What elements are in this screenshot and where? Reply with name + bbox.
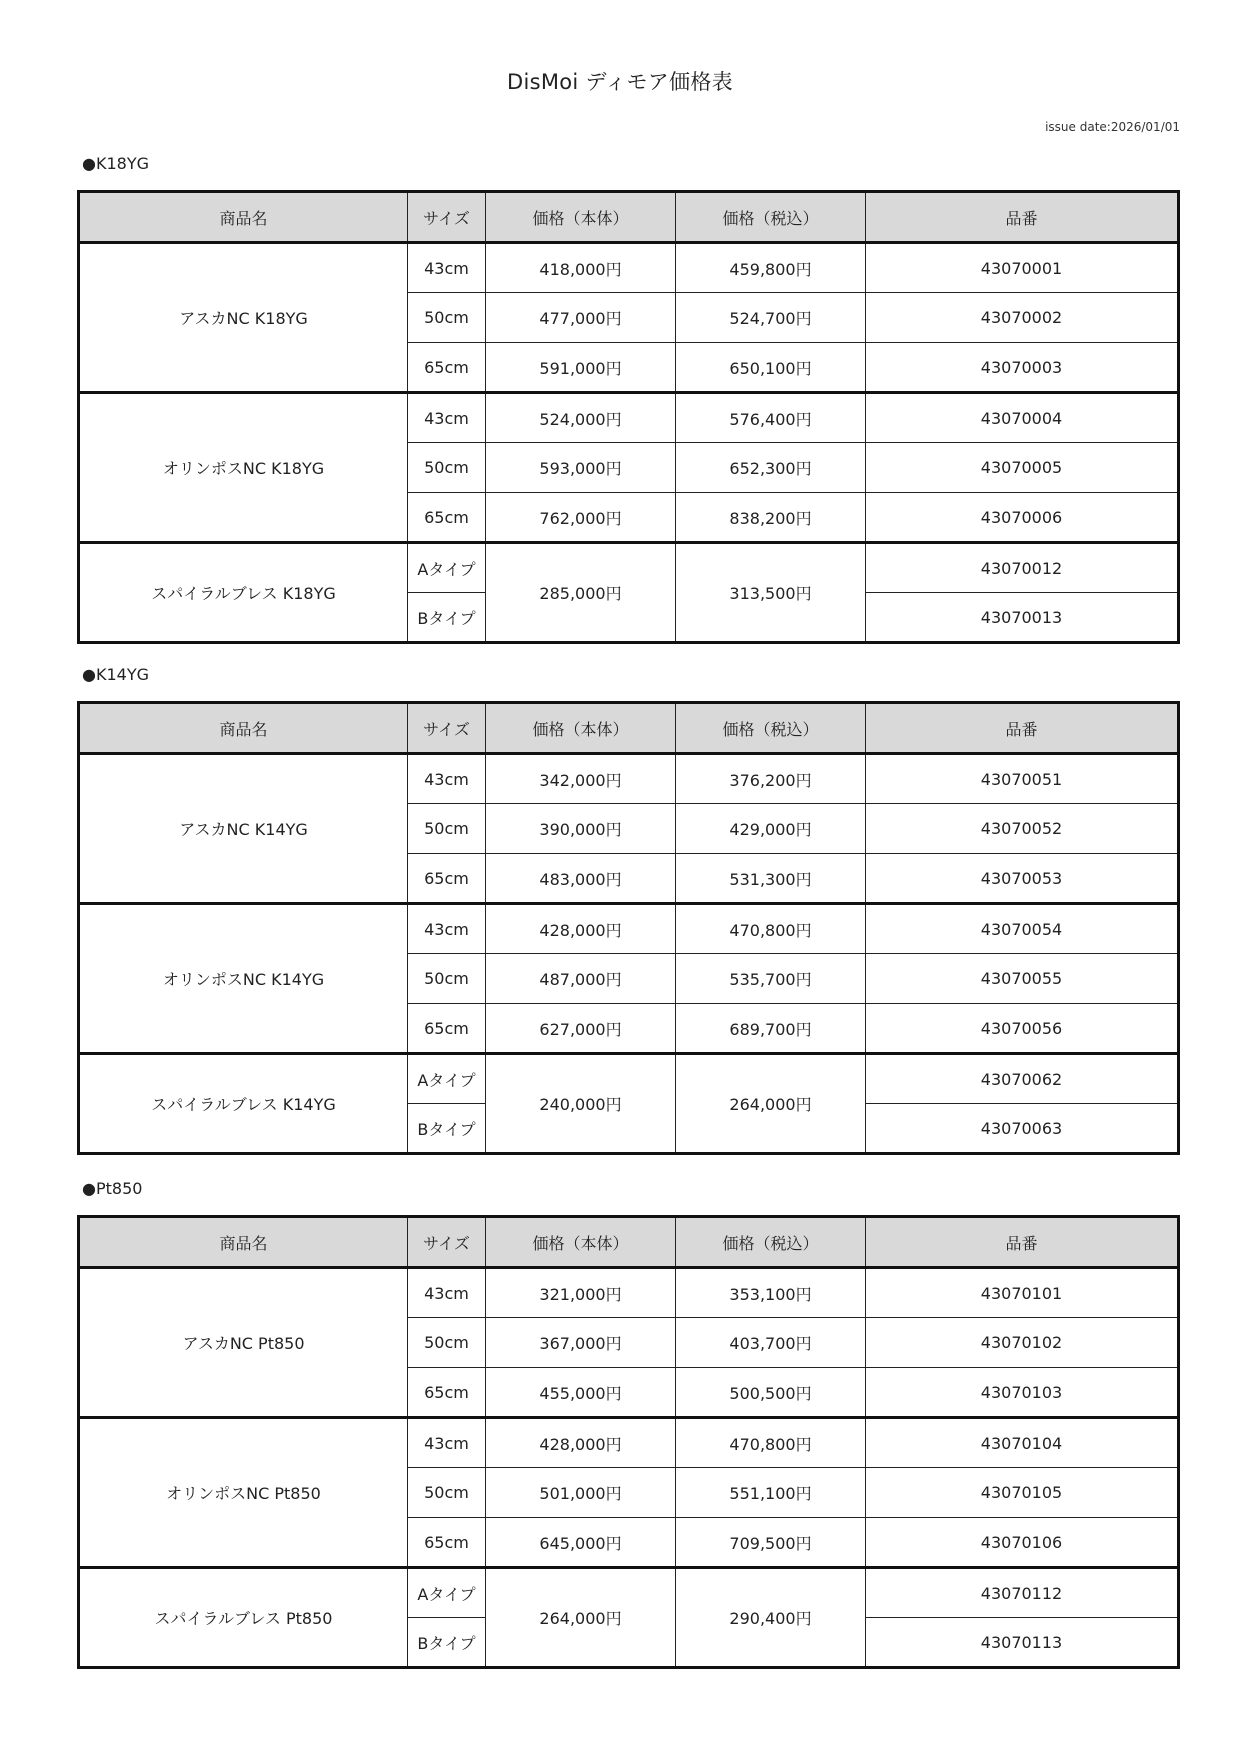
section-label-k14yg: ●K14YG bbox=[82, 665, 149, 684]
code-cell: 43070113 bbox=[866, 1618, 1179, 1668]
header-product-name: 商品名 bbox=[79, 703, 408, 754]
header-price-tax: 価格（税込） bbox=[676, 192, 866, 243]
product-group bbox=[79, 243, 1179, 393]
size-cell: 43cm bbox=[408, 1418, 486, 1468]
price-tax-cell: 353,100円 bbox=[676, 1268, 866, 1318]
size-cell: 65cm bbox=[408, 854, 486, 904]
size-cell: Bタイプ bbox=[408, 1104, 486, 1154]
code-cell: 43070104 bbox=[866, 1418, 1179, 1468]
table-header-row bbox=[79, 192, 1179, 243]
table-row bbox=[79, 1418, 1179, 1468]
size-cell: Bタイプ bbox=[408, 593, 486, 643]
size-cell: 50cm bbox=[408, 293, 486, 343]
price-base-cell: 240,000円 bbox=[486, 1054, 676, 1154]
product-group bbox=[79, 393, 1179, 543]
size-cell: 65cm bbox=[408, 1004, 486, 1054]
code-cell: 43070063 bbox=[866, 1104, 1179, 1154]
header-price-tax: 価格（税込） bbox=[676, 1217, 866, 1268]
product-name: スパイラルブレス K18YG bbox=[79, 543, 408, 643]
issue-date: issue date:2026/01/01 bbox=[1045, 120, 1180, 134]
product-name: スパイラルブレス Pt850 bbox=[79, 1568, 408, 1668]
header-product-name: 商品名 bbox=[79, 1217, 408, 1268]
price-tax-cell: 689,700円 bbox=[676, 1004, 866, 1054]
price-base-cell: 645,000円 bbox=[486, 1518, 676, 1568]
price-tax-cell: 500,500円 bbox=[676, 1368, 866, 1418]
page-title: DisMoi ディモア価格表 bbox=[507, 70, 733, 94]
size-cell: 50cm bbox=[408, 1318, 486, 1368]
product-group bbox=[79, 543, 1179, 643]
section-label-k18yg: ●K18YG bbox=[82, 154, 149, 173]
header-code: 品番 bbox=[866, 1217, 1179, 1268]
header-price-base: 価格（本体） bbox=[486, 192, 676, 243]
header-code: 品番 bbox=[866, 192, 1179, 243]
price-table-pt850 bbox=[77, 1215, 1180, 1669]
price-tax-cell: 376,200円 bbox=[676, 754, 866, 804]
code-cell: 43070105 bbox=[866, 1468, 1179, 1518]
product-name: スパイラルブレス K14YG bbox=[79, 1054, 408, 1154]
code-cell: 43070106 bbox=[866, 1518, 1179, 1568]
table-row bbox=[79, 243, 1179, 293]
product-group bbox=[79, 1418, 1179, 1568]
price-base-cell: 285,000円 bbox=[486, 543, 676, 643]
product-group bbox=[79, 754, 1179, 904]
table-header-row bbox=[79, 1217, 1179, 1268]
price-tax-cell: 535,700円 bbox=[676, 954, 866, 1004]
product-name: アスカNC Pt850 bbox=[79, 1268, 408, 1418]
size-cell: Aタイプ bbox=[408, 1568, 486, 1618]
size-cell: Aタイプ bbox=[408, 1054, 486, 1104]
size-cell: 50cm bbox=[408, 954, 486, 1004]
price-base-cell: 264,000円 bbox=[486, 1568, 676, 1668]
code-cell: 43070003 bbox=[866, 343, 1179, 393]
price-base-cell: 455,000円 bbox=[486, 1368, 676, 1418]
code-cell: 43070101 bbox=[866, 1268, 1179, 1318]
product-group bbox=[79, 904, 1179, 1054]
price-base-cell: 501,000円 bbox=[486, 1468, 676, 1518]
size-cell: 65cm bbox=[408, 493, 486, 543]
size-cell: 65cm bbox=[408, 1518, 486, 1568]
size-cell: 50cm bbox=[408, 443, 486, 493]
price-base-cell: 390,000円 bbox=[486, 804, 676, 854]
price-base-cell: 428,000円 bbox=[486, 904, 676, 954]
code-cell: 43070051 bbox=[866, 754, 1179, 804]
price-base-cell: 483,000円 bbox=[486, 854, 676, 904]
price-base-cell: 367,000円 bbox=[486, 1318, 676, 1368]
price-tax-cell: 459,800円 bbox=[676, 243, 866, 293]
header-size: サイズ bbox=[408, 703, 486, 754]
price-base-cell: 762,000円 bbox=[486, 493, 676, 543]
table-header-row bbox=[79, 703, 1179, 754]
price-tax-cell: 652,300円 bbox=[676, 443, 866, 493]
code-cell: 43070006 bbox=[866, 493, 1179, 543]
price-tax-cell: 551,100円 bbox=[676, 1468, 866, 1518]
product-name: オリンポスNC K18YG bbox=[79, 393, 408, 543]
size-cell: 43cm bbox=[408, 393, 486, 443]
price-tax-cell: 470,800円 bbox=[676, 1418, 866, 1468]
table-row bbox=[79, 543, 1179, 593]
table-row bbox=[79, 1054, 1179, 1104]
price-table-k18yg bbox=[77, 190, 1180, 644]
price-base-cell: 593,000円 bbox=[486, 443, 676, 493]
code-cell: 43070052 bbox=[866, 804, 1179, 854]
code-cell: 43070055 bbox=[866, 954, 1179, 1004]
size-cell: Bタイプ bbox=[408, 1618, 486, 1668]
product-group bbox=[79, 1268, 1179, 1418]
price-base-cell: 428,000円 bbox=[486, 1418, 676, 1468]
code-cell: 43070054 bbox=[866, 904, 1179, 954]
price-tax-cell: 403,700円 bbox=[676, 1318, 866, 1368]
code-cell: 43070062 bbox=[866, 1054, 1179, 1104]
size-cell: 65cm bbox=[408, 1368, 486, 1418]
table-row bbox=[79, 1568, 1179, 1618]
price-tax-cell: 429,000円 bbox=[676, 804, 866, 854]
price-base-cell: 418,000円 bbox=[486, 243, 676, 293]
size-cell: 43cm bbox=[408, 904, 486, 954]
price-base-cell: 477,000円 bbox=[486, 293, 676, 343]
price-base-cell: 524,000円 bbox=[486, 393, 676, 443]
code-cell: 43070053 bbox=[866, 854, 1179, 904]
price-tax-cell: 313,500円 bbox=[676, 543, 866, 643]
price-base-cell: 627,000円 bbox=[486, 1004, 676, 1054]
price-tax-cell: 524,700円 bbox=[676, 293, 866, 343]
header-price-base: 価格（本体） bbox=[486, 703, 676, 754]
header-code: 品番 bbox=[866, 703, 1179, 754]
table-row bbox=[79, 1268, 1179, 1318]
price-base-cell: 321,000円 bbox=[486, 1268, 676, 1318]
table-row bbox=[79, 393, 1179, 443]
size-cell: 43cm bbox=[408, 243, 486, 293]
table-row bbox=[79, 904, 1179, 954]
price-tax-cell: 838,200円 bbox=[676, 493, 866, 543]
header-product-name: 商品名 bbox=[79, 192, 408, 243]
price-tax-cell: 576,400円 bbox=[676, 393, 866, 443]
header-size: サイズ bbox=[408, 1217, 486, 1268]
price-base-cell: 591,000円 bbox=[486, 343, 676, 393]
code-cell: 43070056 bbox=[866, 1004, 1179, 1054]
product-name: オリンポスNC K14YG bbox=[79, 904, 408, 1054]
size-cell: 43cm bbox=[408, 1268, 486, 1318]
section-label-pt850: ●Pt850 bbox=[82, 1179, 143, 1198]
size-cell: 43cm bbox=[408, 754, 486, 804]
table-row bbox=[79, 754, 1179, 804]
code-cell: 43070103 bbox=[866, 1368, 1179, 1418]
code-cell: 43070004 bbox=[866, 393, 1179, 443]
price-tax-cell: 650,100円 bbox=[676, 343, 866, 393]
price-base-cell: 342,000円 bbox=[486, 754, 676, 804]
header-price-tax: 価格（税込） bbox=[676, 703, 866, 754]
code-cell: 43070102 bbox=[866, 1318, 1179, 1368]
product-group bbox=[79, 1054, 1179, 1154]
header-price-base: 価格（本体） bbox=[486, 1217, 676, 1268]
product-name: アスカNC K18YG bbox=[79, 243, 408, 393]
product-group bbox=[79, 1568, 1179, 1668]
header-size: サイズ bbox=[408, 192, 486, 243]
code-cell: 43070013 bbox=[866, 593, 1179, 643]
price-tax-cell: 290,400円 bbox=[676, 1568, 866, 1668]
price-tax-cell: 531,300円 bbox=[676, 854, 866, 904]
code-cell: 43070012 bbox=[866, 543, 1179, 593]
price-table-k14yg bbox=[77, 701, 1180, 1155]
price-base-cell: 487,000円 bbox=[486, 954, 676, 1004]
product-name: アスカNC K14YG bbox=[79, 754, 408, 904]
size-cell: 65cm bbox=[408, 343, 486, 393]
code-cell: 43070001 bbox=[866, 243, 1179, 293]
size-cell: Aタイプ bbox=[408, 543, 486, 593]
code-cell: 43070002 bbox=[866, 293, 1179, 343]
code-cell: 43070112 bbox=[866, 1568, 1179, 1618]
product-name: オリンポスNC Pt850 bbox=[79, 1418, 408, 1568]
code-cell: 43070005 bbox=[866, 443, 1179, 493]
size-cell: 50cm bbox=[408, 1468, 486, 1518]
price-tax-cell: 470,800円 bbox=[676, 904, 866, 954]
size-cell: 50cm bbox=[408, 804, 486, 854]
price-tax-cell: 264,000円 bbox=[676, 1054, 866, 1154]
price-tax-cell: 709,500円 bbox=[676, 1518, 866, 1568]
